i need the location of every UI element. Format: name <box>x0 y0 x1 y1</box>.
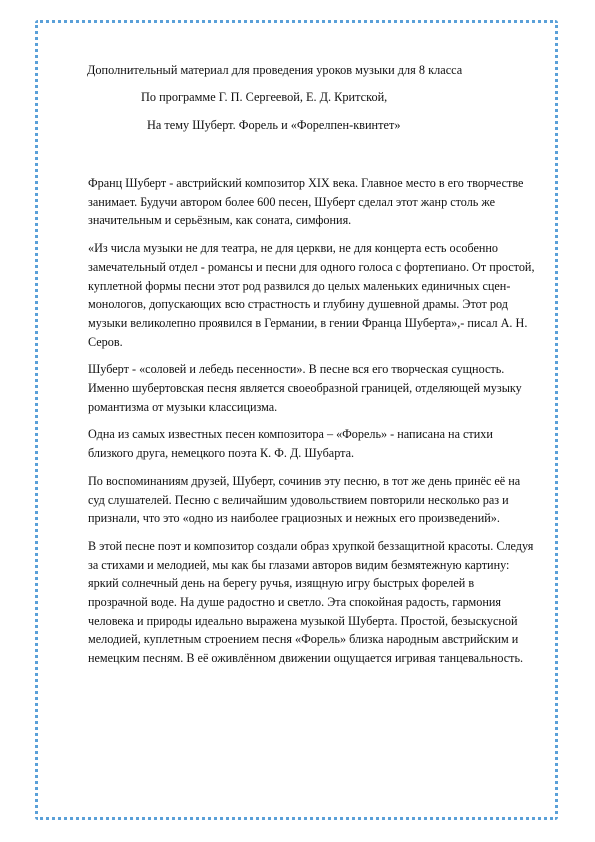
header-topic: На тему Шуберт. Форель и «Форелпен-квинтет» <box>147 118 401 132</box>
paragraph: Шуберт - «соловей и лебедь песенности». В песне вся его творческая сущность. Именно шубертовская песня является своеобразной границей, отделяющей музыку романтизма от музыки классицизма. <box>88 362 522 414</box>
paragraph: Франц Шуберт - австрийский композитор XIX века. Главное место в его творчестве занимает. Будучи автором более 600 песен, Шуберт сделал этот жанр столь же значительным и серьёзным, как соната, симфония. <box>88 176 524 228</box>
header-title: Дополнительный материал для проведения уроков музыки для 8 класса <box>87 63 463 77</box>
paragraph: Одна из самых известных песен композитора – «Форель» - написана на стихи близкого друга, немецкого поэта К. Ф. Д. Шубарта. <box>88 427 493 461</box>
paragraph: По воспоминаниям друзей, Шуберт, сочинив эту песню, в тот же день принёс её на суд слушателей. Песню с величайшим удовольствием повторили несколько раз и признали, что это «одно из наиболее грациозных и нежных его произведений». <box>88 473 521 526</box>
document-body <box>88 174 536 677</box>
paragraph: «Из числа музыки не для театра, не для церкви, не для концерта есть особенно замечательный отдел - романсы и песни для одного голоса с фортепиано. От простой, куплетной формы песни этот род развился до целых маленьких единичных сцен-монологов, допускающих всю страстность и глубину душевной драмы. Этот род музыки великолепно проявился в Германии, в гении Франца Шуберта»,- писал А. Н. Серов. <box>88 241 535 349</box>
header-program: По программе Г. П. Сергеевой, Е. Д. Критской, <box>141 90 388 104</box>
paragraph: В этой песне поэт и композитор создали образ хрупкой беззащитной красоты. Следуя за стихами и мелодией, мы как бы глазами авторов видим безмятежную картину: яркий солнечный день на берегу ручья, изящную игру быстрых форелей в прозрачной воде. На душе радостно и светло. Эта спокойная радость, гармония человека и природы идеально выражена музыкой Шуберта. Простой, безыскусной мелодией, куплетным строением песня «Форель» близка народным австрийским и немецким песням. В её оживлённом движении ощущается игривая танцевальность. <box>88 538 534 666</box>
